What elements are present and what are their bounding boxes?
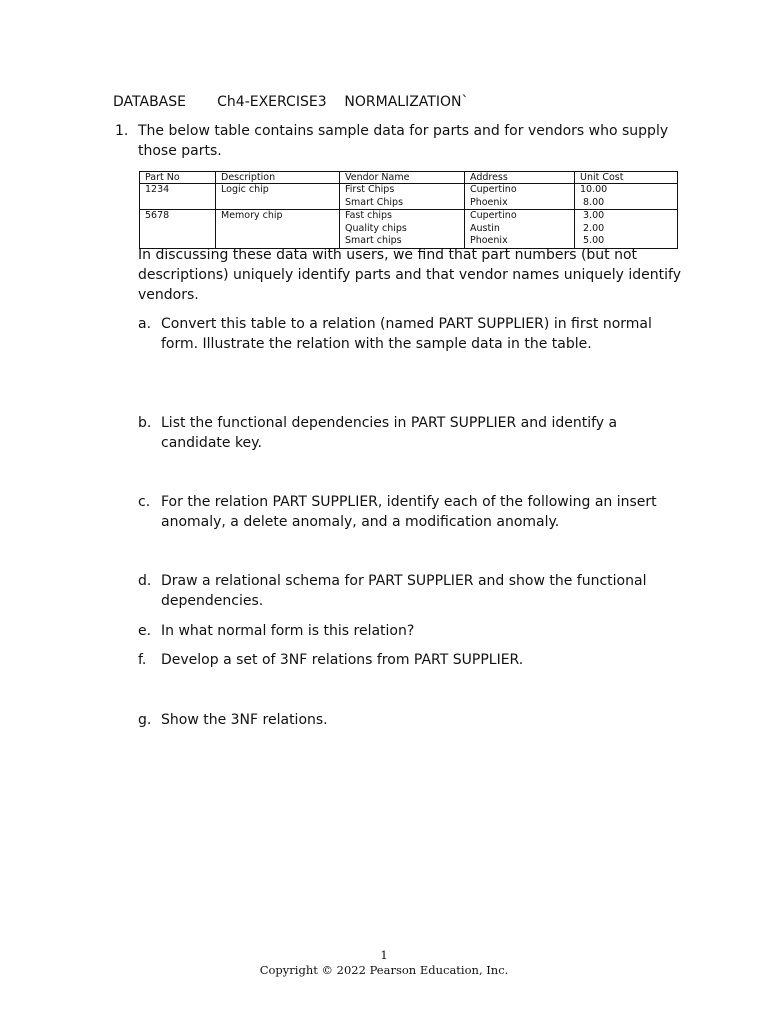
question-1-text: The below table contains sample data for parts and for vendors who supply those parts. — [138, 123, 669, 159]
unit-cost-value: 2.00 — [580, 222, 605, 234]
copyright-notice: Copyright © 2022 Pearson Education, Inc. — [259, 963, 509, 977]
description-value: Logic chip — [221, 184, 269, 195]
subquestion-letter: d. — [138, 573, 152, 589]
column-header-vendor-name: Vendor Name — [340, 172, 465, 184]
table-row — [140, 184, 678, 210]
part-no-value: 5678 — [145, 210, 170, 221]
part-no-cell — [140, 210, 216, 249]
subquestion-text: List the functional dependencies in PART SUPPLIER and identify a candidate key. — [161, 415, 618, 451]
unit-cost-value: 8.00 — [580, 196, 605, 208]
part-no-cell — [140, 184, 216, 210]
subquestion-text: Convert this table to a relation (named PART SUPPLIER) in first normal form. Illustrate the relation with the sample data in the table. — [161, 316, 652, 352]
unit-cost-value: 10.00 — [580, 184, 608, 195]
address-cell — [465, 184, 575, 210]
subquestion-letter: g. — [138, 712, 152, 728]
vendor-name-value: Smart Chips — [345, 196, 404, 208]
unit-cost-cell — [575, 210, 678, 249]
subquestion-b — [138, 413, 658, 453]
vendor-name-cell — [340, 184, 465, 210]
subquestion-letter: c. — [138, 494, 151, 510]
subquestion-text: In what normal form is this relation? — [161, 623, 415, 639]
subquestion-letter: a. — [138, 316, 152, 332]
column-header-description: Description — [216, 172, 340, 184]
question-1-number: 1. — [115, 123, 129, 139]
table-row — [140, 210, 678, 249]
document-title: DATABASE Ch4-EXERCISE3 NORMALIZATION` — [113, 94, 469, 110]
parts-vendors-table — [139, 171, 678, 249]
vendor-name-value: First Chips — [345, 184, 395, 195]
description-cell — [216, 184, 340, 210]
subquestion-letter: b. — [138, 415, 152, 431]
address-value: Austin — [470, 222, 500, 234]
subquestion-text: For the relation PART SUPPLIER, identify each of the following an insert anomaly, a delete anomaly, and a modification anomaly. — [161, 494, 657, 530]
vendor-name-value: Quality chips — [345, 222, 407, 234]
unit-cost-cell — [575, 184, 678, 210]
description-value: Memory chip — [221, 210, 283, 221]
subquestion-text: Develop a set of 3NF relations from PART SUPPLIER. — [161, 652, 524, 668]
description-cell — [216, 210, 340, 249]
address-value: Phoenix — [470, 196, 508, 208]
subquestion-letter: f. — [138, 652, 147, 668]
column-header-unit-cost: Unit Cost — [575, 172, 678, 184]
subquestion-f — [138, 650, 658, 670]
part-no-value: 1234 — [145, 184, 170, 195]
subquestion-letter: e. — [138, 623, 152, 639]
subquestion-d — [138, 571, 658, 611]
address-value: Cupertino — [470, 210, 517, 221]
column-header-address: Address — [465, 172, 575, 184]
table-header-row — [140, 172, 678, 184]
column-header-part-no: Part No — [140, 172, 216, 184]
subquestion-e — [138, 621, 658, 641]
subquestion-text: Draw a relational schema for PART SUPPLIER and show the functional dependencies. — [161, 573, 647, 609]
address-value: Cupertino — [470, 184, 517, 195]
question-1 — [113, 121, 673, 161]
discussion-paragraph: In discussing these data with users, we find that part numbers (but not descriptions) uniquely identify parts and that vendor names uniquely identify vendors. — [138, 247, 681, 303]
address-value: Phoenix — [470, 235, 508, 246]
unit-cost-value: 5.00 — [580, 235, 605, 246]
address-cell — [465, 210, 575, 249]
vendor-name-value: Smart chips — [345, 235, 402, 246]
subquestion-c — [138, 492, 658, 532]
subquestion-text: Show the 3NF relations. — [161, 712, 328, 728]
subquestion-g — [138, 710, 658, 730]
unit-cost-value: 3.00 — [580, 210, 605, 221]
page-number: 1 — [380, 948, 388, 962]
vendor-name-value: Fast chips — [345, 210, 392, 221]
subquestion-a — [138, 314, 658, 354]
vendor-name-cell — [340, 210, 465, 249]
